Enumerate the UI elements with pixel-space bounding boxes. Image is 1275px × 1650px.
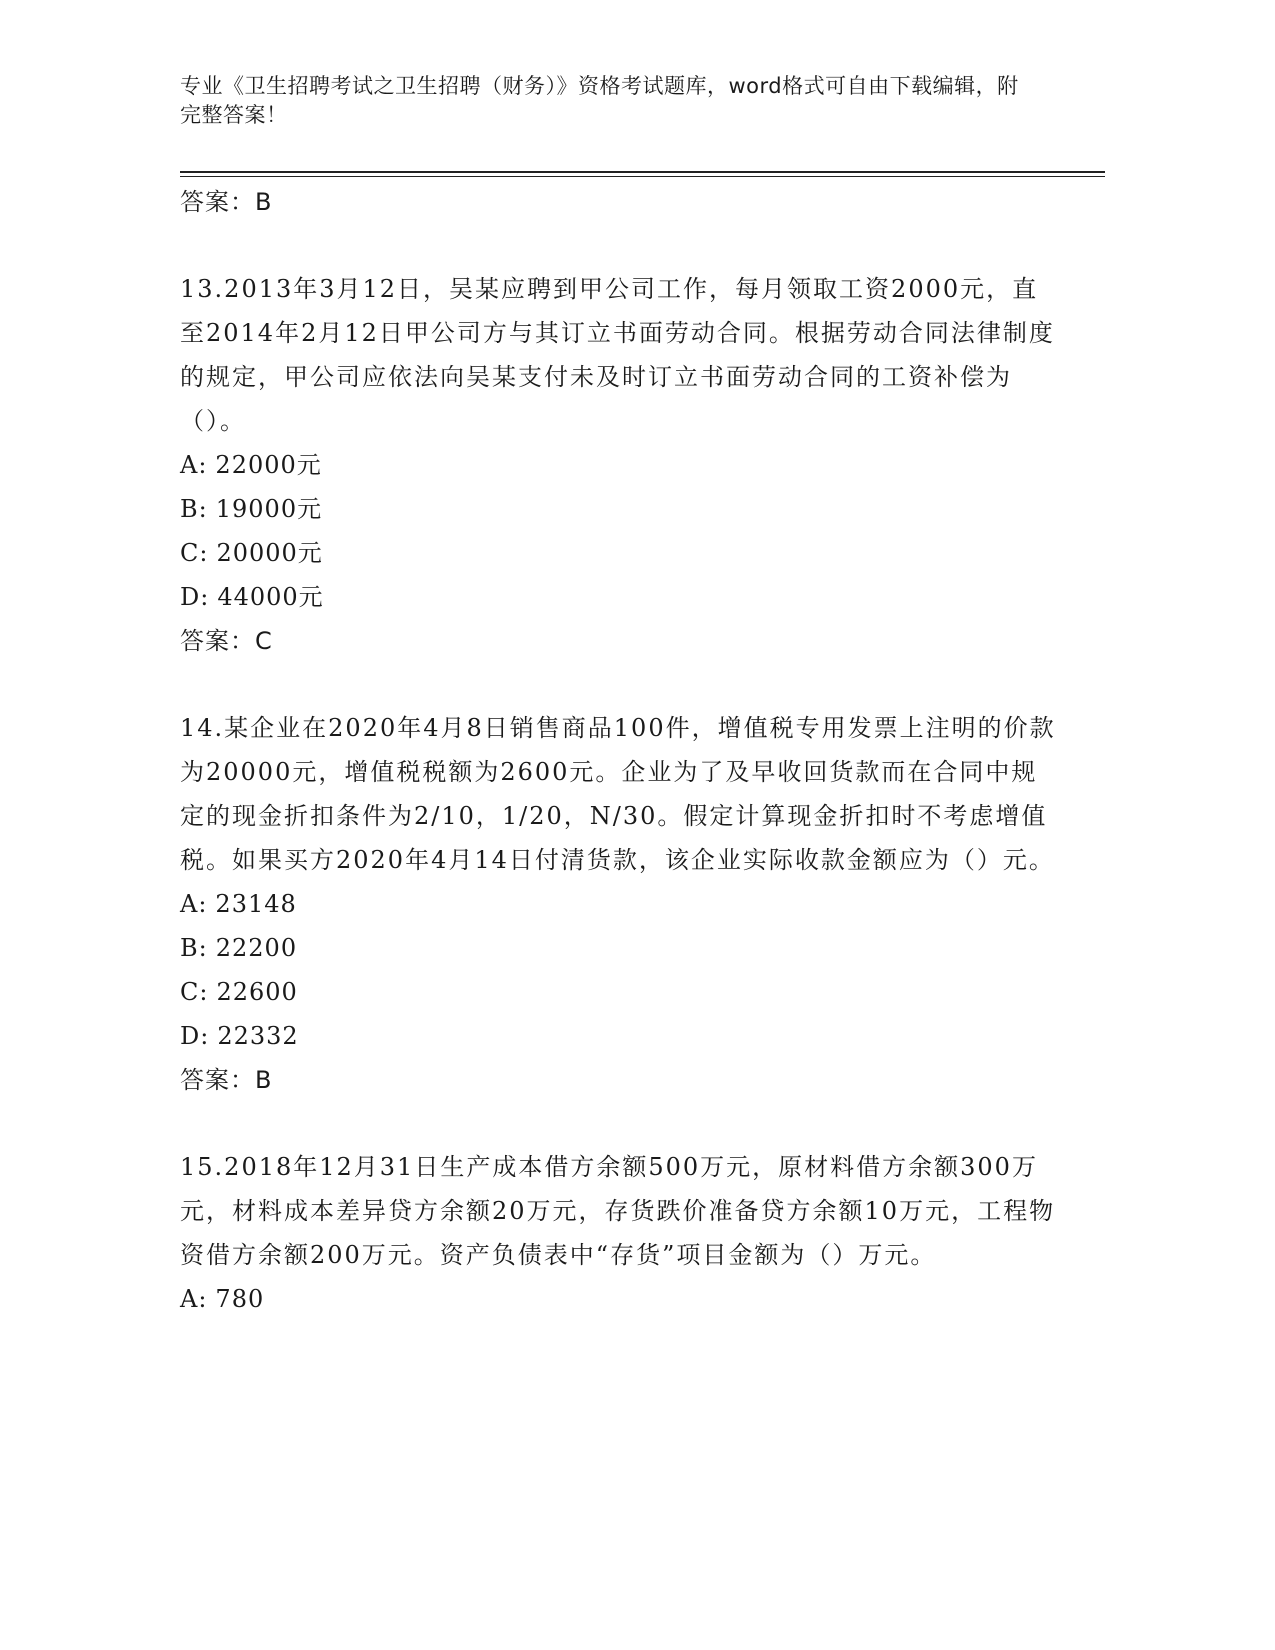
option-text: 22600: [216, 978, 298, 1006]
option-b: [180, 487, 1060, 531]
option-label: A:: [180, 890, 208, 918]
option-c: [180, 531, 1060, 575]
previous-answer: 答案：B: [180, 188, 273, 216]
option-c: [180, 970, 1060, 1014]
question-block: [180, 267, 1060, 663]
question-text: 13.2013年3月12日，吴某应聘到甲公司工作，每月领取工资2000元，直至2014年2月12日甲公司方与其订立书面劳动合同。根据劳动合同法律制度的规定，甲公司应依法向吴某支付未及时订立书面劳动合同的工资补偿为（）。: [180, 275, 1055, 435]
question-list: [180, 180, 1060, 1321]
option-label: A:: [180, 451, 208, 479]
spacer: [180, 224, 1060, 267]
option-text: 780: [215, 1285, 265, 1313]
option-label: B:: [180, 934, 208, 962]
option-b: [180, 926, 1060, 970]
option-label: C:: [180, 539, 209, 567]
spacer: [180, 1102, 1060, 1145]
option-d: [180, 1014, 1060, 1058]
option-a: [180, 1277, 1060, 1321]
option-text: 22200: [215, 934, 298, 962]
option-text: 20000元: [216, 539, 323, 567]
answer-line: 答案：B: [180, 1066, 273, 1094]
spacer: [180, 663, 1060, 706]
question-text: 14.某企业在2020年4月8日销售商品100件，增值税专用发票上注明的价款为20000元，增值税税额为2600元。企业为了及早收回货款而在合同中规定的现金折扣条件为2/10，1/20，N/30。假定计算现金折扣时不考虑增值税。如果买方2020年4月14日付清货款，该企业实际收款金额应为（）元。: [180, 714, 1056, 874]
question-text: 15.2018年12月31日生产成本借方余额500万元，原材料借方余额300万元，材料成本差异贷方余额20万元，存货跌价准备贷方余额10万元，工程物资借方余额200万元。资产负债表中“存货”项目金额为（）万元。: [180, 1153, 1056, 1269]
header-divider-thick: [180, 171, 1105, 173]
option-a: [180, 443, 1060, 487]
option-a: [180, 882, 1060, 926]
question-block: [180, 706, 1060, 1102]
option-label: B:: [180, 495, 208, 523]
option-label: C:: [180, 978, 209, 1006]
header-divider-thin: [180, 176, 1105, 177]
option-label: D:: [180, 583, 210, 611]
option-text: 44000元: [217, 583, 324, 611]
option-text: 22000元: [215, 451, 322, 479]
question-block: [180, 1145, 1060, 1321]
option-text: 22332: [217, 1022, 299, 1050]
option-text: 19000元: [215, 495, 323, 523]
document-header: 专业《卫生招聘考试之卫生招聘（财务）》资格考试题库，word格式可自由下载编辑，附完整答案！: [180, 74, 1019, 127]
option-label: D:: [180, 1022, 210, 1050]
option-text: 23148: [215, 890, 297, 918]
answer-line: 答案：C: [180, 627, 273, 655]
option-label: A:: [180, 1285, 208, 1313]
option-d: [180, 575, 1060, 619]
